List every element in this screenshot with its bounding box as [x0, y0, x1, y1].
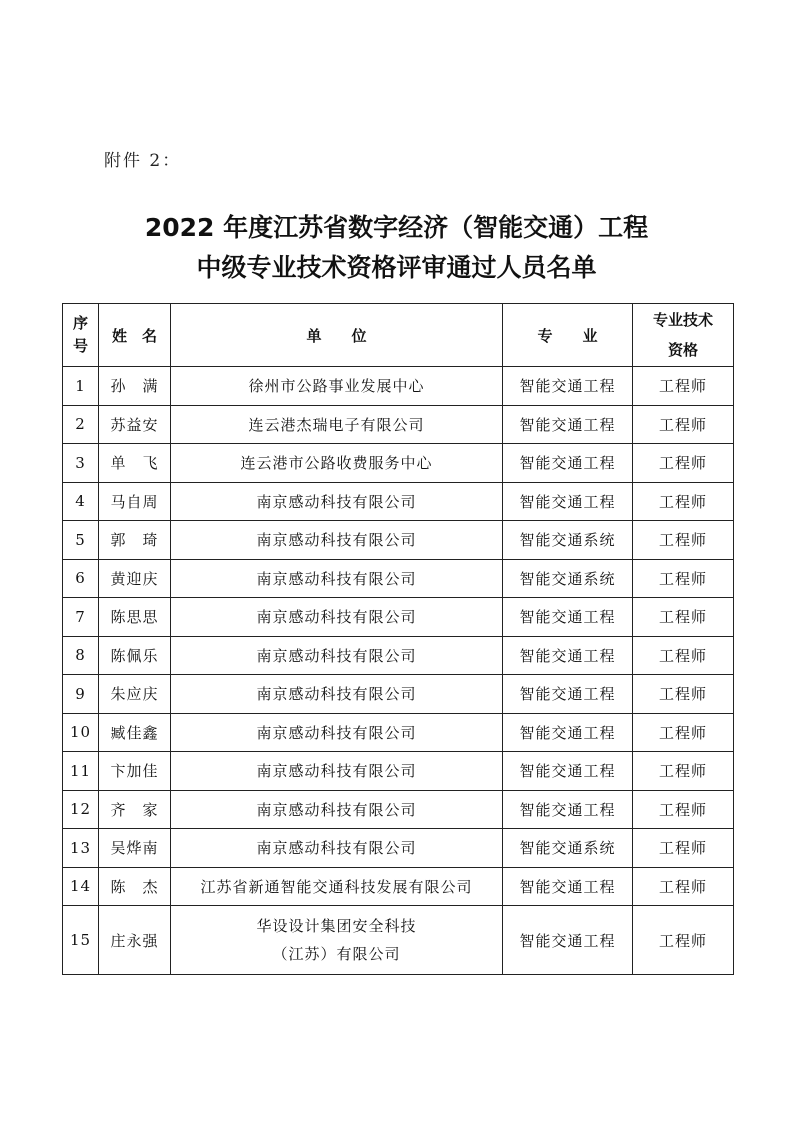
cell-unit: 南京感动科技有限公司	[171, 482, 503, 521]
cell-unit: 连云港市公路收费服务中心	[171, 444, 503, 483]
cell-qualification: 工程师	[633, 482, 734, 521]
cell-name: 臧佳鑫	[99, 713, 171, 752]
cell-name: 单 飞	[99, 444, 171, 483]
cell-seq: 1	[63, 367, 99, 406]
table-row	[63, 636, 734, 675]
cell-qualification: 工程师	[633, 405, 734, 444]
cell-unit	[171, 906, 503, 975]
header-major: 专 业	[503, 304, 633, 367]
cell-qualification: 工程师	[633, 675, 734, 714]
cell-name: 卞加佳	[99, 752, 171, 791]
cell-name: 庄永强	[99, 906, 171, 975]
cell-qualification: 工程师	[633, 867, 734, 906]
attachment-label: 附件 2：	[104, 151, 182, 171]
cell-name: 陈佩乐	[99, 636, 171, 675]
approved-personnel-table	[62, 303, 734, 975]
cell-name: 郭 琦	[99, 521, 171, 560]
cell-major: 智能交通工程	[503, 675, 633, 714]
table-row	[63, 405, 734, 444]
cell-name: 陈思思	[99, 598, 171, 637]
cell-unit: 徐州市公路事业发展中心	[171, 367, 503, 406]
cell-seq: 12	[63, 790, 99, 829]
cell-seq: 10	[63, 713, 99, 752]
cell-seq: 7	[63, 598, 99, 637]
cell-qualification: 工程师	[633, 444, 734, 483]
cell-name: 齐 家	[99, 790, 171, 829]
document-title-line-1: 2022 年度江苏省数字经济（智能交通）工程	[144, 213, 649, 242]
cell-unit: 南京感动科技有限公司	[171, 790, 503, 829]
table-row	[63, 906, 734, 975]
cell-unit: 南京感动科技有限公司	[171, 521, 503, 560]
cell-major: 智能交通工程	[503, 906, 633, 975]
cell-seq: 13	[63, 829, 99, 868]
table-header	[63, 304, 734, 367]
cell-seq: 9	[63, 675, 99, 714]
cell-unit: 南京感动科技有限公司	[171, 636, 503, 675]
cell-unit: 南京感动科技有限公司	[171, 598, 503, 637]
cell-name: 朱应庆	[99, 675, 171, 714]
cell-name: 孙 满	[99, 367, 171, 406]
cell-qualification: 工程师	[633, 636, 734, 675]
cell-major: 智能交通工程	[503, 790, 633, 829]
cell-major: 智能交通工程	[503, 867, 633, 906]
cell-seq: 5	[63, 521, 99, 560]
cell-major: 智能交通工程	[503, 367, 633, 406]
cell-qualification: 工程师	[633, 790, 734, 829]
cell-seq: 4	[63, 482, 99, 521]
table-row	[63, 444, 734, 483]
table-row	[63, 867, 734, 906]
cell-seq: 15	[63, 906, 99, 975]
cell-major: 智能交通工程	[503, 405, 633, 444]
cell-qualification: 工程师	[633, 906, 734, 975]
cell-unit: 南京感动科技有限公司	[171, 559, 503, 598]
cell-unit: 连云港杰瑞电子有限公司	[171, 405, 503, 444]
table-row	[63, 675, 734, 714]
table-row	[63, 752, 734, 791]
cell-major: 智能交通工程	[503, 482, 633, 521]
header-seq-line-2: 号	[72, 337, 88, 355]
header-seq-line-1: 序	[72, 314, 88, 332]
table-row	[63, 598, 734, 637]
cell-major: 智能交通系统	[503, 829, 633, 868]
cell-qualification: 工程师	[633, 367, 734, 406]
cell-name: 吴烨南	[99, 829, 171, 868]
cell-seq: 14	[63, 867, 99, 906]
cell-qualification: 工程师	[633, 829, 734, 868]
cell-unit-line-2: （江苏）有限公司	[272, 945, 401, 963]
cell-seq: 6	[63, 559, 99, 598]
cell-name: 马自周	[99, 482, 171, 521]
table-row	[63, 559, 734, 598]
header-row	[63, 304, 734, 367]
cell-major: 智能交通工程	[503, 713, 633, 752]
table-row	[63, 367, 734, 406]
table-body	[63, 367, 734, 975]
document-title-line-2: 中级专业技术资格评审通过人员名单	[196, 253, 597, 282]
cell-seq: 8	[63, 636, 99, 675]
cell-unit: 江苏省新通智能交通科技发展有限公司	[171, 867, 503, 906]
cell-unit-line-1: 华设设计集团安全科技	[256, 917, 417, 935]
header-seq	[63, 304, 99, 367]
cell-major: 智能交通工程	[503, 598, 633, 637]
header-name: 姓 名	[99, 304, 171, 367]
cell-name: 陈 杰	[99, 867, 171, 906]
table-row	[63, 482, 734, 521]
cell-name: 苏益安	[99, 405, 171, 444]
cell-qualification: 工程师	[633, 598, 734, 637]
cell-unit: 南京感动科技有限公司	[171, 829, 503, 868]
cell-unit: 南京感动科技有限公司	[171, 675, 503, 714]
header-qualification-line-2: 资格	[667, 341, 698, 359]
table-row	[63, 829, 734, 868]
cell-qualification: 工程师	[633, 713, 734, 752]
table-row	[63, 713, 734, 752]
cell-qualification: 工程师	[633, 521, 734, 560]
cell-major: 智能交通工程	[503, 752, 633, 791]
cell-major: 智能交通工程	[503, 636, 633, 675]
cell-major: 智能交通系统	[503, 559, 633, 598]
cell-unit: 南京感动科技有限公司	[171, 752, 503, 791]
cell-major: 智能交通工程	[503, 444, 633, 483]
cell-seq: 2	[63, 405, 99, 444]
cell-qualification: 工程师	[633, 559, 734, 598]
table-row	[63, 790, 734, 829]
cell-seq: 11	[63, 752, 99, 791]
cell-name: 黄迎庆	[99, 559, 171, 598]
table-row	[63, 521, 734, 560]
cell-qualification: 工程师	[633, 752, 734, 791]
header-qualification-line-1: 专业技术	[652, 311, 713, 329]
cell-major: 智能交通系统	[503, 521, 633, 560]
header-unit: 单 位	[171, 304, 503, 367]
cell-seq: 3	[63, 444, 99, 483]
cell-unit: 南京感动科技有限公司	[171, 713, 503, 752]
header-qualification	[633, 304, 734, 367]
